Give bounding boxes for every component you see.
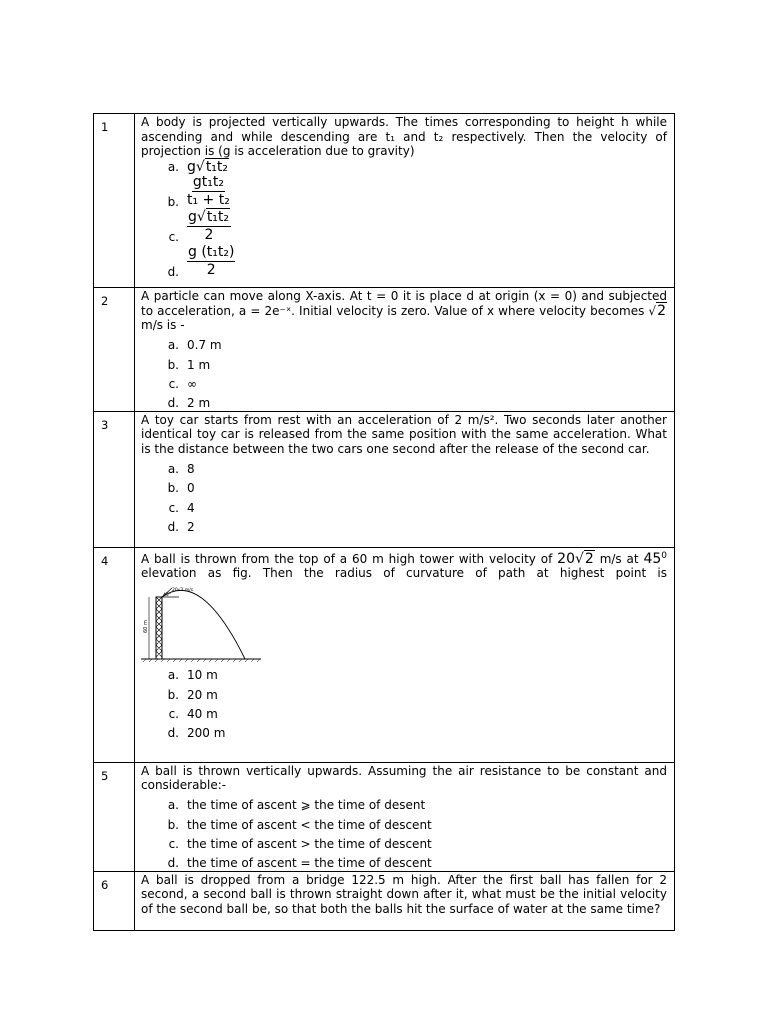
fraction-numerator: gt₁t₂ (192, 174, 224, 190)
fraction-denominator: 2 (206, 262, 216, 278)
option-label: b. (167, 687, 179, 702)
coef-value: 20 (557, 550, 575, 567)
option-text: 20 m (187, 687, 218, 702)
trajectory-curve (162, 590, 245, 659)
question-row (94, 288, 675, 412)
option-label: a. (167, 668, 179, 683)
option-b (141, 174, 667, 209)
option-a: a. g√t₁t₂ (141, 160, 667, 175)
question-text: A toy car starts from rest with an acceleration of 2 m/s². Two seconds later another identical toy car is released from the same position with the same acceleration. What is the distance between the two cars one second after the release of the second car. (141, 412, 667, 456)
option-label: d. (167, 726, 179, 741)
option-math: t₁t₂ (206, 209, 230, 225)
option-text: 2 (187, 519, 195, 534)
question-table (93, 113, 675, 931)
question-number: 5 (94, 762, 135, 871)
option-text: the time of ascent = the time of descent (187, 856, 432, 871)
option-text: the time of ascent < the time of descent (187, 817, 432, 832)
option-a (141, 664, 667, 683)
question-body (135, 547, 675, 762)
question-body (135, 288, 675, 412)
option-text: 8 (187, 461, 195, 476)
option-label: b. (167, 357, 179, 372)
option-b (141, 353, 667, 372)
option-c (141, 702, 667, 721)
option-label: d. (167, 519, 179, 534)
fraction-numerator: g (t₁t₂) (188, 244, 235, 260)
question-body (135, 114, 675, 288)
angle-value: 45 (643, 550, 662, 567)
option-label: c. (168, 376, 179, 391)
question-number: 3 (94, 411, 135, 547)
option-text: the time of ascent ⩾ the time of desent (187, 798, 426, 813)
angle-sup: 0 (661, 550, 667, 561)
option-d (141, 244, 667, 279)
question-number: 1 (94, 114, 135, 288)
text-part: A particle can move along X-axis. At t = 0 it is place d at origin (x = 0) and subjected to acceleration, a = 2e⁻ˣ. Initial velocity is zero. Value of x where velocity becomes (141, 289, 667, 318)
fraction-denominator: t₁ + t₂ (187, 192, 230, 208)
option-d (141, 852, 667, 871)
fraction-denominator: 2 (204, 227, 214, 243)
question-number: 6 (94, 871, 135, 930)
option-label: a. (167, 798, 179, 813)
option-b (141, 683, 667, 702)
option-text: 0.7 m (187, 338, 222, 353)
option-label: c. (168, 229, 179, 244)
option-label: a. (167, 338, 179, 353)
question-row (94, 871, 675, 930)
question-body (135, 762, 675, 871)
option-text: 40 m (187, 707, 218, 722)
question-text: A ball is dropped from a bridge 122.5 m high. After the first ball has fallen for 2 second, a second ball is thrown straight down after it, what must be the initial velocity of the second ball be, so that both the balls hit the surface of water at the same time? (141, 872, 667, 916)
option-label: b. (167, 817, 179, 832)
option-text: 4 (187, 500, 195, 515)
option-math: t₁t₂ (205, 158, 229, 175)
question-row (94, 547, 675, 762)
option-label: d. (167, 396, 179, 411)
option-a (141, 794, 667, 813)
option-d (141, 722, 667, 741)
sqrt-value: 2 (584, 550, 594, 567)
option-list (141, 160, 667, 280)
question-number: 2 (94, 288, 135, 412)
option-a (141, 457, 667, 476)
sqrt-value: 2 (657, 302, 666, 319)
option-label: a. (167, 159, 179, 174)
option-label: b. (167, 481, 179, 496)
option-text: 200 m (187, 726, 226, 741)
option-label: c. (168, 707, 179, 722)
height-label: 60 m (143, 619, 149, 633)
option-d (141, 391, 667, 410)
angle-label: 45° (163, 592, 171, 598)
option-text: 0 (187, 481, 195, 496)
question-text: A body is projected vertically upwards. The times corresponding to height h while ascending and while descending are t₁ and t₂ respectively. Then the velocity of projection is (g is acceleration due to gravity) (141, 115, 667, 158)
option-c: c. $\frac{\text{g√t₁t₂}}{2}$ (141, 209, 667, 244)
option-text: 1 m (187, 357, 211, 372)
option-label: d. (167, 856, 179, 871)
velocity-label: 20√2 m/s (172, 587, 194, 593)
question-row (94, 762, 675, 871)
projectile-figure (141, 587, 263, 663)
text-part: elevation as fig. Then the radius of curvature of path at highest point is (141, 566, 667, 581)
option-list (141, 794, 667, 871)
question-body (135, 411, 675, 547)
text-part: A ball is thrown from the top of a 60 m high tower with velocity of (141, 551, 558, 566)
option-text: the time of ascent > the time of descent (187, 837, 432, 852)
option-label: b. (167, 194, 179, 209)
option-d (141, 515, 667, 534)
option-label: c. (168, 837, 179, 852)
option-label: c. (168, 500, 179, 515)
option-math: g (188, 209, 197, 225)
option-label: a. (167, 461, 179, 476)
option-list (141, 334, 667, 411)
question-text: A particle can move along X-axis. At t = 0 it is place d at origin (x = 0) and subjected to acceleration, a = 2e⁻ˣ. Initial velocity is zero. Value of x where velocity becomes √2 m/s is - (141, 289, 667, 332)
option-text: 10 m (187, 668, 218, 683)
question-body (135, 871, 675, 930)
question-text: A ball is thrown from the top of a 60 m high tower with velocity of 20√2 m/s at $45^0$ elevation as fig. Then the radius of curvature of path at highest point is (141, 550, 667, 581)
option-list (141, 664, 667, 741)
option-text: ∞ (187, 376, 197, 391)
text-part: m/s is - (141, 318, 185, 332)
option-label: d. (167, 264, 179, 279)
option-math: g (187, 158, 196, 175)
option-text: 2 m (187, 396, 211, 411)
tower-lattice (156, 597, 162, 657)
option-c (141, 372, 667, 391)
question-number: 4 (94, 547, 135, 762)
option-c (141, 832, 667, 851)
option-c (141, 496, 667, 515)
text-part: m/s at (594, 551, 644, 566)
option-b (141, 813, 667, 832)
option-b (141, 476, 667, 495)
question-row (94, 411, 675, 547)
option-a (141, 334, 667, 353)
question-text: A ball is thrown vertically upwards. Assuming the air resistance to be constant and considerable:- (141, 763, 667, 793)
option-list (141, 457, 667, 534)
question-row (94, 114, 675, 288)
